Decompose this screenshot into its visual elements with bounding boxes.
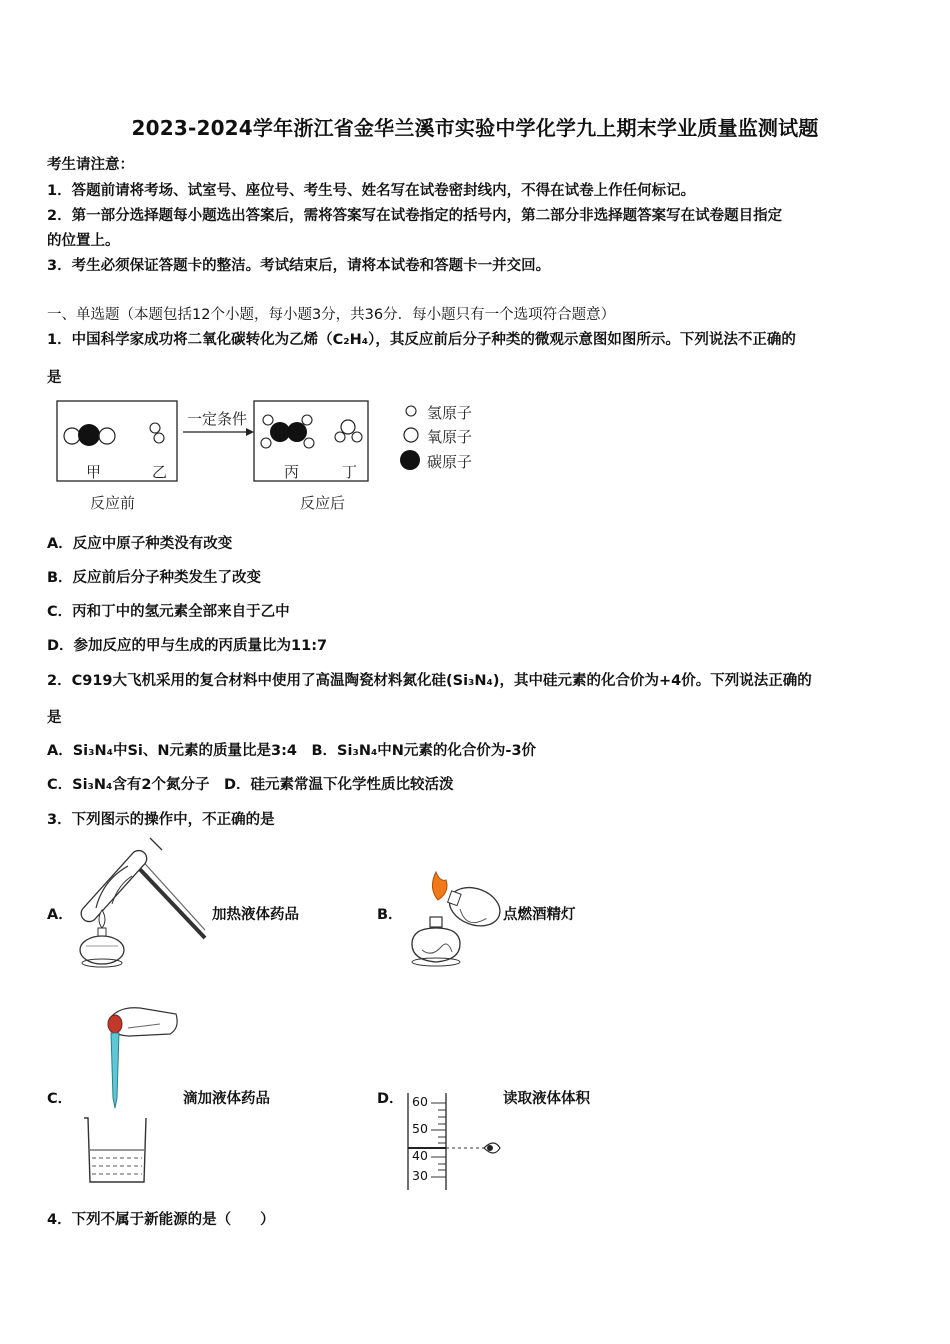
notice-item: 2．第一部分选择题每小题选出答案后，需将答案写在试卷指定的括号内，第二部分非选择题答案写在试卷题目指定 — [47, 208, 783, 224]
legend-carbon-label: 碳原子 — [427, 453, 473, 471]
notice-item: 的位置上。 — [47, 233, 120, 249]
tick-label: 60 — [412, 1094, 428, 1109]
q3-stem: 3．下列图示的操作中，不正确的是 — [47, 812, 275, 828]
tick-label: 50 — [412, 1121, 428, 1136]
q1-option-d[interactable]: D．参加反应的甲与生成的丙质量比为11:7 — [47, 638, 328, 654]
q1-stem-end: 是 — [47, 370, 62, 386]
q3-option-d-text: 读取液体体积 — [503, 1091, 590, 1107]
label-yi: 乙 — [152, 463, 168, 481]
q3-option-a-text: 加热液体药品 — [212, 907, 299, 923]
page-title: 2023-2024学年浙江省金华兰溪市实验中学化学九上期末学业质量监测试题 — [131, 116, 819, 140]
q3-option-a-letter[interactable]: A． — [47, 907, 73, 923]
notice-header: 考生请注意： — [47, 157, 134, 173]
q3-option-d-letter[interactable]: D． — [377, 1091, 404, 1107]
notice-item: 1．答题前请将考场、试室号、座位号、考生号、姓名写在试卷密封线内，不得在试卷上作任何标记。 — [47, 183, 696, 199]
q2-options-ab[interactable]: A．Si₃N₄中Si、N元素的质量比是3:4 B．Si₃N₄中N元素的化合价为-3价 — [47, 743, 537, 759]
q2-stem: 2．C919大飞机采用的复合材料中使用了高温陶瓷材料氮化硅(Si₃N₄)，其中硅元素的化合价为+4价。下列说法正确的 — [47, 673, 812, 689]
q1-option-b[interactable]: B．反应前后分子种类发生了改变 — [47, 570, 262, 586]
q1-stem: 1．中国科学家成功将二氧化碳转化为乙烯（C₂H₄），其反应前后分子种类的微观示意图如图所示。下列说法不正确的 — [47, 332, 796, 348]
tick-label: 40 — [412, 1148, 428, 1163]
q4-stem: 4．下列不属于新能源的是（ ） — [47, 1212, 275, 1228]
q2-stem-end: 是 — [47, 710, 62, 726]
label-bing: 丙 — [284, 463, 300, 481]
reaction-condition: 一定条件 — [187, 410, 248, 428]
q2-options-cd[interactable]: C．Si₃N₄含有2个氮分子 D．硅元素常温下化学性质比较活泼 — [47, 777, 454, 793]
label-ding: 丁 — [342, 463, 358, 481]
label-after: 反应后 — [300, 494, 346, 512]
section-heading: 一、单选题（本题包括12个小题，每小题3分，共36分．每小题只有一个选项符合题意） — [47, 307, 616, 323]
legend-oxygen-label: 氧原子 — [427, 428, 473, 446]
label-jia: 甲 — [86, 463, 102, 481]
notice-item: 3．考生必须保证答题卡的整洁。考试结束后，请将本试卷和答题卡一并交回。 — [47, 258, 551, 274]
q3-option-c-text: 滴加液体药品 — [183, 1091, 270, 1107]
q3-option-b-letter[interactable]: B． — [377, 907, 403, 923]
tick-label: 30 — [412, 1168, 428, 1183]
q3-option-b-text: 点燃酒精灯 — [503, 907, 576, 923]
label-before: 反应前 — [90, 494, 136, 512]
q1-option-a[interactable]: A．反应中原子种类没有改变 — [47, 536, 233, 552]
q3-option-c-letter[interactable]: C． — [47, 1091, 73, 1107]
q1-option-c[interactable]: C．丙和丁中的氢元素全部来自于乙中 — [47, 604, 290, 620]
legend-hydrogen-label: 氢原子 — [427, 404, 473, 422]
